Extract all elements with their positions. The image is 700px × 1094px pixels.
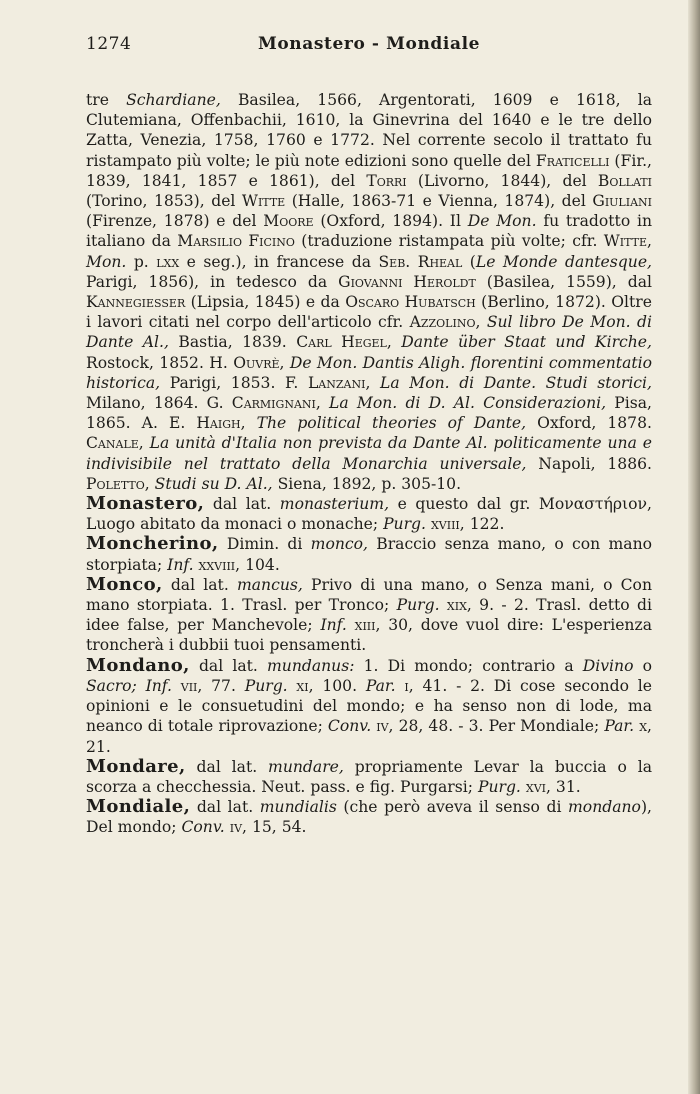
headword: Monastero, — [86, 493, 205, 515]
small-caps-run: Seb. Rheal — [378, 252, 463, 271]
text-run — [347, 616, 355, 634]
italic-run: La Mon. di Dante. Studi storici, — [380, 373, 652, 392]
page-number: 1274 — [86, 34, 132, 54]
small-caps-run: Haigh — [196, 414, 241, 433]
entry-moncherino — [86, 534, 652, 574]
italic-run: mancus, — [236, 575, 303, 594]
text-run: (Fir., 1839, 1841, 1857 e 1861), del — [86, 151, 652, 190]
text-run: tre — [86, 91, 127, 109]
text-run: , 31. — [545, 777, 581, 796]
small-caps-run: xxviii — [198, 555, 236, 574]
italic-run: De Mon. Dantis Aligh. florentini commentatio historica, — [86, 353, 653, 392]
italic-run: Dante über Staat und Kirche, — [401, 333, 652, 352]
italic-run: De Mon. — [467, 212, 537, 231]
italic-run: Le Monde dantesque, — [475, 252, 653, 271]
text-run: , 100. — [308, 676, 366, 695]
text-run: e questo dal gr. Μοναστήριον, Luogo abitato da monaci o monache; — [86, 495, 652, 534]
text-run: fu tradotto in italiano da — [86, 212, 652, 251]
text-run: (Firenze, 1878) e del — [86, 212, 264, 231]
text-run: Pisa, 1865. A. E. — [86, 394, 653, 433]
small-caps-run: iv — [229, 818, 243, 837]
entry-monco — [86, 575, 652, 656]
text-run: o — [633, 656, 652, 675]
text-run: , — [315, 394, 330, 413]
text-run: , 15, 54. — [242, 818, 307, 837]
italic-run: Studi su D. Al., — [154, 474, 273, 493]
entry-body — [86, 573, 652, 655]
italic-run: La unità d'Italia non prevista da Dante Al. politicamente una e indivisibile nel trattato della Monarchia universale, — [86, 434, 652, 473]
small-caps-run: Poletto — [86, 474, 145, 493]
headword: Monco, — [86, 573, 163, 595]
text-run: dal lat. — [185, 757, 269, 776]
italic-run: Purg. — [396, 596, 440, 615]
small-caps-run: i — [404, 676, 409, 695]
text-run — [440, 596, 447, 614]
text-run: (Basilea, 1559), dal — [475, 272, 652, 291]
italic-run: Inf. — [320, 616, 347, 635]
headword: Moncherino, — [86, 533, 219, 555]
small-caps-run: xi — [296, 676, 309, 695]
small-caps-run: x — [639, 717, 648, 736]
text-run: (Livorno, 1844), del — [406, 171, 598, 190]
text-run: dal lat. — [189, 656, 267, 675]
text-run: , — [279, 353, 290, 372]
italic-run: La Mon. di D. Al. Considerazioni, — [329, 394, 607, 413]
italic-run: Schardiane, — [126, 91, 221, 109]
text-run: (Oxford, 1894). Il — [313, 212, 468, 231]
headword: Mondano, — [86, 654, 190, 676]
small-caps-run: Witte — [603, 232, 648, 251]
italic-run: Conv. — [327, 717, 372, 736]
book-spine-shadow — [688, 0, 700, 1094]
text-run: , 41. - 2. Di cose secondo le opinioni e le consuetudini del mondo; e ha senso non di lode, ma neanco di totale riprovazione; — [86, 676, 652, 736]
text-run: ( — [462, 252, 476, 271]
small-caps-run: Witte — [241, 192, 286, 211]
text-run: Rostock, 1852. H. — [86, 353, 234, 372]
small-caps-run: Moore — [263, 212, 314, 231]
entry-mondano — [86, 656, 652, 757]
small-caps-run: Fraticelli — [535, 151, 610, 170]
italic-run: Purg. — [477, 777, 521, 796]
running-title: Monastero - Mondiale — [257, 34, 481, 54]
text-run: Napoli, 1886. — [526, 454, 652, 473]
text-run: , 28, 48. - 3. Per Mondiale; — [388, 717, 605, 736]
italic-run: Conv. — [181, 818, 225, 837]
text-run: Parigi, 1853. F. — [160, 373, 308, 392]
entry-mondiale — [86, 797, 652, 837]
entry-monastero — [86, 494, 652, 534]
text-run: , — [475, 313, 487, 332]
italic-run: mundanus: — [266, 656, 355, 675]
text-run: (Torino, 1853), del — [86, 192, 242, 211]
text-run: , 30, dove vuol dire: L'esperienza troncherà i dubbii tuoi pensamenti. — [86, 616, 652, 655]
italic-run: Sacro; Inf. — [86, 676, 172, 695]
text-run: Siena, 1892, p. 305-10. — [272, 474, 462, 493]
italic-run: Mon. — [86, 252, 127, 271]
text-run: e seg.), in francese da — [179, 252, 379, 271]
text-run: , — [365, 373, 380, 392]
text-run: , — [144, 474, 155, 493]
text-run: , 9. - 2. Trasl. detto di idee false, per Manchevole; — [86, 596, 652, 635]
small-caps-run: Giuliani — [592, 192, 652, 211]
headword: Mondiale, — [86, 796, 191, 818]
text-run: Milano, 1864. G. — [86, 394, 232, 413]
small-caps-run: xix — [446, 596, 467, 615]
text-run: Bastia, 1839. — [168, 333, 297, 352]
text-run: Privo di una mano, o Senza mani, o Con mano storpiata. 1. Trasl. per Tronco; — [86, 575, 652, 615]
headword: Mondare, — [86, 755, 186, 777]
small-caps-run: xiii — [354, 616, 376, 635]
text-run: Braccio senza mano, o con mano storpiata; — [86, 535, 652, 574]
small-caps-run: Marsilio Ficino — [177, 232, 295, 251]
small-caps-run: Kannegiesser — [86, 293, 186, 312]
italic-run: Divino — [582, 656, 634, 675]
text-run: (traduzione ristampata più volte; cfr. — [294, 232, 604, 251]
small-caps-run: vii — [180, 676, 198, 695]
text-run: dal lat. — [190, 798, 260, 817]
text-run: , 77. — [197, 676, 245, 695]
small-caps-run: Canale — [86, 434, 139, 453]
text-run: , 122. — [459, 515, 505, 534]
small-caps-run: xvi — [525, 777, 546, 796]
small-caps-run: Bollati — [597, 171, 652, 190]
italic-run: Inf. — [167, 555, 194, 574]
italic-run: mundialis — [259, 798, 337, 817]
text-run: (che però aveva il senso di — [336, 798, 569, 817]
small-caps-run: Oscaro Hubatsch — [345, 293, 476, 312]
entry-mondare — [86, 757, 652, 797]
italic-run: monasterium, — [279, 495, 390, 514]
italic-run: Purg. — [244, 676, 288, 695]
text-run: dal lat. — [204, 495, 280, 514]
text-run: Dimin. di — [218, 535, 311, 554]
text-run: dal lat. — [162, 575, 237, 594]
small-caps-run: Ouvrè — [233, 353, 280, 372]
italic-run: mondano — [568, 798, 641, 817]
italic-run: Par. — [365, 676, 396, 695]
text-run: (Lipsia, 1845) e da — [185, 293, 346, 312]
italic-run: monco, — [310, 535, 368, 554]
italic-run: The political theories of Dante, — [256, 414, 527, 433]
text-run: , — [386, 333, 402, 352]
small-caps-run: xviii — [430, 515, 460, 534]
italic-run: Purg. — [383, 515, 426, 534]
text-run: , — [138, 434, 150, 453]
small-caps-run: Lanzani — [307, 373, 366, 392]
small-caps-run: Carl Hegel — [296, 333, 387, 352]
dictionary-page — [86, 34, 652, 838]
text-run: Basilea, 1566, Argentorati, 1609 e 1618, la Clutemiana, Offenbachii, 1610, la Ginevrina del 1640 e le tre dello Zatta, Venezia, 1758, 1760 e 1772. Nel corrente secolo il trattato fu ristampato più volte; le più note edizioni sono quelle del — [86, 91, 653, 170]
small-caps-run: Torri — [366, 171, 407, 190]
text-run: p. — [126, 252, 157, 271]
italic-run: mundare, — [268, 757, 344, 776]
text-run — [172, 677, 181, 695]
continuation-paragraph — [86, 90, 652, 494]
page-body — [86, 90, 652, 838]
small-caps-run: Azzolino — [409, 313, 476, 332]
text-run: Oxford, 1878. — [526, 414, 652, 433]
text-run: (Berlino, 1872). Oltre i lavori citati nel corpo dell'articolo cfr. — [86, 293, 652, 332]
italic-run: Par. — [604, 717, 635, 736]
small-caps-run: Carmignani — [231, 394, 316, 413]
text-run: ), Del mondo; — [86, 798, 652, 837]
text-run: , — [647, 232, 653, 251]
italic-run: Sul libro De Mon. di Dante Al., — [86, 313, 652, 352]
text-run: 1. Di mondo; contrario a — [354, 656, 583, 675]
small-caps-run: lxx — [156, 252, 180, 271]
running-head — [86, 34, 652, 60]
text-run: (Halle, 1863-71 e Vienna, 1874), del — [285, 192, 593, 211]
text-run: , 104. — [235, 555, 280, 574]
text-run: , 21. — [86, 717, 652, 756]
text-run: Parigi, 1856), in tedesco da — [86, 272, 339, 291]
text-run: , — [240, 414, 257, 433]
small-caps-run: Giovanni Heroldt — [338, 272, 476, 291]
text-run: propriamente Levar la buccia o la scorza a checchessia. Neut. pass. e fig. Purgarsi; — [86, 757, 652, 796]
small-caps-run: iv — [376, 717, 389, 736]
